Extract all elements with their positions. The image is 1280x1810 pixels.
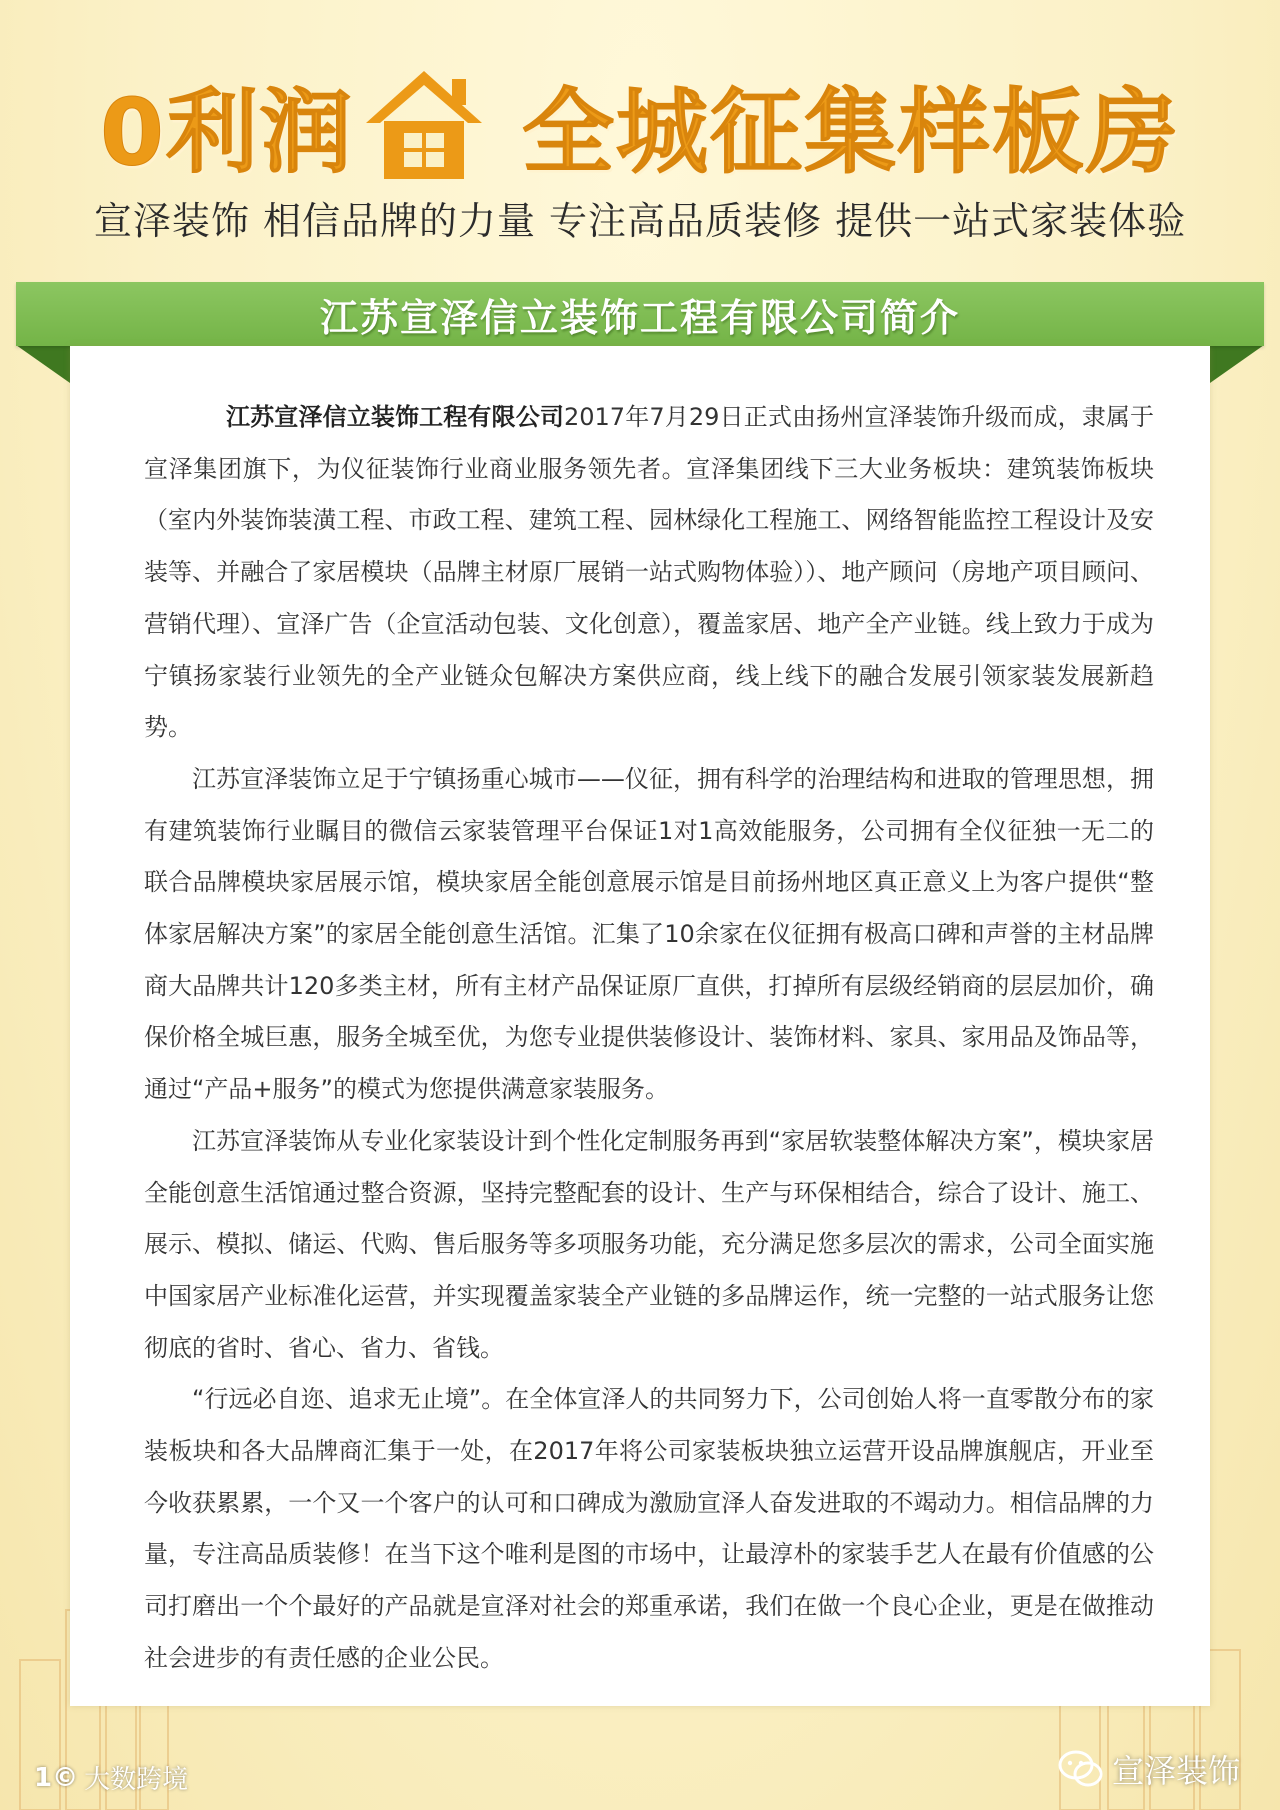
paragraph-2: 江苏宣泽装饰立足于宁镇扬重心城市——仪征，拥有科学的治理结构和进取的管理思想，拥有建筑装饰行业瞩目的微信云家装管理平台保证1对1高效能服务，公司拥有全仪征独一无二的联合品牌模块家居展示馆，模块家居全能创意展示馆是目前扬州地区真正意义上为客户提供“整体家居解决方案”的家居全能创意生活馆。汇集了10余家在仪征拥有极高口碑和声誉的主材品牌商大品牌共计120多类主材，所有主材产品保证原厂直供，打掉所有层级经销商的层层加价，确保价格全城巨惠，服务全城至优，为您专业提供装修设计、装饰材料、家具、家用品及饰品等，通过“产品+服务”的模式为您提供满意家装服务。: [144, 764, 1154, 1104]
paragraph-1: [144, 392, 1154, 754]
paragraph-1-text: 2017年7月29日正式由扬州宣泽装饰升级而成，隶属于宣泽集团旗下，为仪征装饰行业商业服务领先者。宣泽集团线下三大业务板块：建筑装饰板块（室内外装饰装潢工程、市政工程、建筑工程、园林绿化工程施工、网络智能监控工程设计及安装等、并融合了家居模块（品牌主材原厂展销一站式购物体验））、地产顾问（房地产项目顾问、营销代理）、宣泽广告（企宣活动包装、文化创意），覆盖家居、地产全产业链。线上致力于成为宁镇扬家装行业领先的全产业链众包解决方案供应商，线上线下的融合发展引领家装发展新趋势。: [144, 403, 1155, 742]
source-watermark: [34, 1759, 188, 1796]
headline: [0, 60, 1280, 190]
article-body: [144, 392, 1154, 1685]
headline-zero-profit: 0利润: [99, 79, 354, 186]
company-name: 江苏宣泽信立装饰工程有限公司: [226, 403, 564, 431]
account-watermark: [1058, 1746, 1240, 1792]
ribbon-fold-left: [16, 345, 70, 383]
ribbon-fold-right: [1210, 345, 1264, 383]
headline-recruit-showhouse: 全城征集样板房: [522, 79, 1181, 186]
house-icon: [360, 65, 488, 185]
section-title: 江苏宣泽信立装饰工程有限公司简介: [319, 295, 960, 340]
watermark-source-text: 大数跨境: [84, 1765, 189, 1795]
tagline: 宣泽装饰 相信品牌的力量 专注高品质装修 提供一站式家装体验: [93, 199, 1187, 243]
watermark-logo: 1©: [34, 1762, 79, 1793]
wechat-icon: [1058, 1749, 1104, 1789]
section-ribbon: [16, 282, 1264, 346]
paragraph-3: 江苏宣泽装饰从专业化家装设计到个性化定制服务再到“家居软装整体解决方案”，模块家居全能创意生活馆通过整合资源，坚持完整配套的设计、生产与环保相结合，综合了设计、施工、展示、模拟、储运、代购、售后服务等多项服务功能，充分满足您多层次的需求，公司全面实施中国家居产业标准化运营，并实现覆盖家装全产业链的多品牌运作，统一完整的一站式服务让您彻底的省时、省心、省力、省钱。: [144, 1126, 1154, 1362]
watermark-account-name: 宣泽装饰: [1111, 1752, 1240, 1790]
paragraph-4: “行远必自迩、追求无止境”。在全体宣泽人的共同努力下，公司创始人将一直零散分布的家装板块和各大品牌商汇集于一处，在2017年将公司家装板块独立运营开设品牌旗舰店，开业至今收获累累，一个又一个客户的认可和口碑成为激励宣泽人奋发进取的不竭动力。相信品牌的力量，专注高品质装修！在当下这个唯利是图的市场中，让最淳朴的家装手艺人在最有价值感的公司打磨出一个个最好的产品就是宣泽对社会的郑重承诺，我们在做一个良心企业，更是在做推动社会进步的有责任感的企业公民。: [144, 1385, 1154, 1672]
